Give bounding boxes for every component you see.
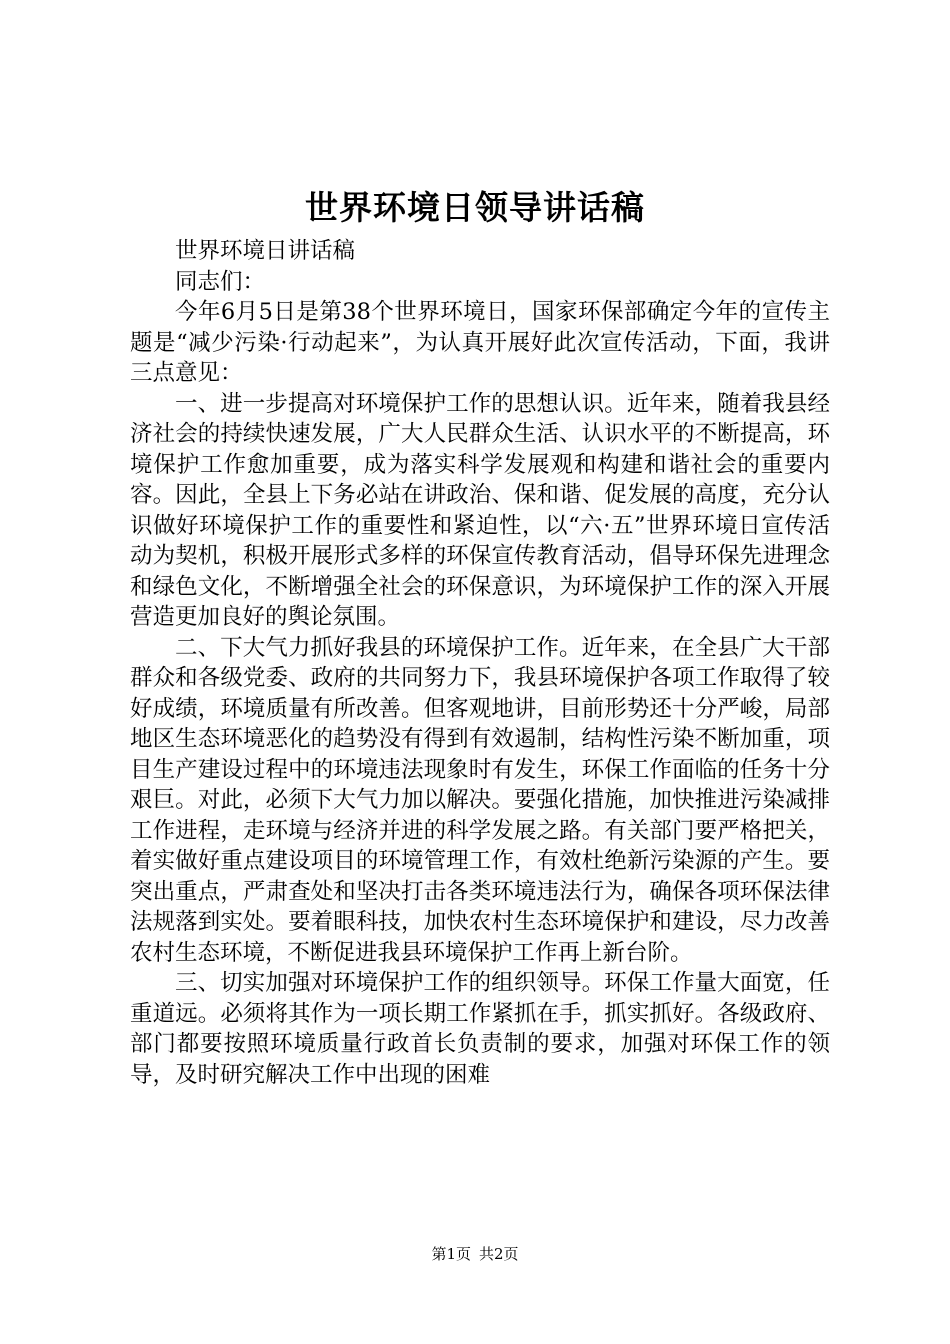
page-number: 第1页 bbox=[431, 1245, 471, 1263]
document-body bbox=[130, 236, 830, 1090]
page-footer bbox=[0, 1243, 950, 1265]
paragraph-intro: 今年6月5日是第38个世界环境日，国家环保部确定今年的宣传主题是“减少污染·行动起来”，为认真开展好此次宣传活动，下面，我讲三点意见： bbox=[130, 299, 830, 386]
page-total: 共2页 bbox=[479, 1245, 519, 1263]
paragraph-salutation: 同志们： bbox=[175, 268, 266, 295]
document-title: 世界环境日领导讲话稿 bbox=[305, 188, 645, 227]
paragraph-point-two: 二、下大气力抓好我县的环境保护工作。近年来，在全县广大干部群众和各级党委、政府的共同努力下，我县环境保护各项工作取得了较好成绩，环境质量有所改善。但客观地讲，目前形势还十分严峻，局部地区生态环境恶化的趋势没有得到有效遏制，结构性污染不断加重，项目生产建设过程中的环境违法现象时有发生，环保工作面临的任务十分艰巨。对此，必须下大气力加以解决。要强化措施，加快推进污染减排工作进程，走环境与经济并进的科学发展之路。有关部门要严格把关，着实做好重点建设项目的环境管理工作，有效杜绝新污染源的产生。要突出重点，严肃查处和坚决打击各类环境违法行为，确保各项环保法律法规落到实处。要着眼科技，加快农村生态环境保护和建设，尽力改善农村生态环境，不断促进我县环境保护工作再上新台阶。 bbox=[130, 634, 830, 966]
paragraph-subtitle: 世界环境日讲话稿 bbox=[175, 238, 356, 264]
paragraph-point-one: 一、进一步提高对环境保护工作的思想认识。近年来，随着我县经济社会的持续快速发展，广大人民群众生活、认识水平的不断提高，环境保护工作愈加重要，成为落实科学发展观和构建和谐社会的重要内容。因此，全县上下务必站在讲政治、保和谐、促发展的高度，充分认识做好环境保护工作的重要性和紧迫性，以“六·五”世界环境日宣传活动为契机，积极开展形式多样的环保宣传教育活动，倡导环保先进理念和绿色文化，不断增强全社会的环保意识，为环境保护工作的深入开展营造更加良好的舆论氛围。 bbox=[130, 390, 830, 630]
paragraph-point-three: 三、切实加强对环境保护工作的组织领导。环保工作量大面宽，任重道远。必须将其作为一项长期工作紧抓在手，抓实抓好。各级政府、部门都要按照环境质量行政首长负责制的要求，加强对环保工作的领导，及时研究解决工作中出现的困难 bbox=[130, 970, 830, 1088]
